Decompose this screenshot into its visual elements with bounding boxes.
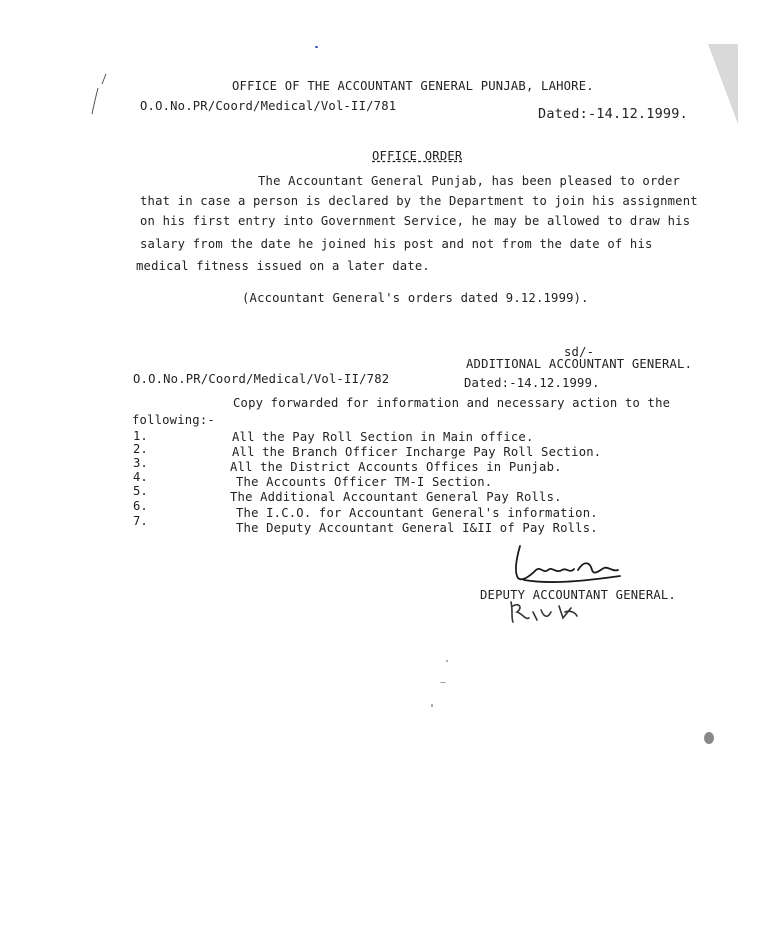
copy-ref-number: O.O.No.PR/Coord/Medical/Vol-II/782: [133, 372, 390, 386]
list-item-number: 4.: [133, 470, 148, 484]
body-line-4: salary from the date he joined his post and not from the date of his: [140, 237, 653, 251]
ink-speck: [446, 660, 448, 662]
body-line-3: on his first entry into Government Service, he may be allowed to draw his: [140, 214, 691, 228]
body-line-1: The Accountant General Punjab, has been pleased to order: [258, 174, 681, 188]
copy-date: Dated:-14.12.1999.: [464, 376, 600, 390]
ink-speck: [315, 46, 318, 48]
sd-mark: sd/-: [564, 345, 595, 359]
handwritten-signature: [508, 540, 628, 588]
copy-intro-line-2: following:-: [132, 413, 215, 427]
list-item: The Accounts Officer TM-I Section.: [236, 475, 493, 489]
list-item-number: 7.: [133, 514, 148, 528]
order-date: Dated:-14.12.1999.: [538, 106, 688, 122]
office-heading: OFFICE OF THE ACCOUNTANT GENERAL PUNJAB, LAHORE.: [232, 79, 594, 93]
list-item: All the Branch Officer Incharge Pay Roll Section.: [232, 445, 602, 459]
body-line-2: that in case a person is declared by the Department to join his assignment: [140, 194, 698, 208]
list-item: The Deputy Accountant General I&II of Pay Rolls.: [236, 521, 598, 535]
copy-intro-line-1: Copy forwarded for information and necessary action to the: [233, 396, 671, 410]
body-line-5: medical fitness issued on a later date.: [136, 259, 430, 273]
list-item-number: 5.: [133, 484, 148, 498]
ink-speck: [431, 704, 433, 707]
list-item: The Additional Accountant General Pay Rolls.: [230, 490, 562, 504]
order-ref-number: O.O.No.PR/Coord/Medical/Vol-II/781: [140, 99, 397, 113]
orders-note: (Accountant General's orders dated 9.12.1999).: [242, 291, 589, 305]
handwritten-initials: [505, 598, 585, 630]
ink-speck: [440, 682, 446, 683]
deputy-ag-designation: DEPUTY ACCOUNTANT GENERAL.: [480, 588, 676, 602]
margin-scribble: [88, 70, 118, 120]
list-item-number: 3.: [133, 456, 148, 470]
list-item: The I.C.O. for Accountant General's information.: [236, 506, 598, 520]
document-title: OFFICE ORDER: [372, 149, 463, 163]
folded-corner: [708, 44, 738, 124]
list-item: All the Pay Roll Section in Main office.: [232, 430, 534, 444]
list-item-number: 1.: [133, 429, 148, 443]
list-item: All the District Accounts Offices in Punjab.: [230, 460, 562, 474]
additional-ag-designation: ADDITIONAL ACCOUNTANT GENERAL.: [466, 357, 693, 371]
ink-speck: [704, 732, 714, 744]
list-item-number: 2.: [133, 442, 148, 456]
list-item-number: 6.: [133, 499, 148, 513]
